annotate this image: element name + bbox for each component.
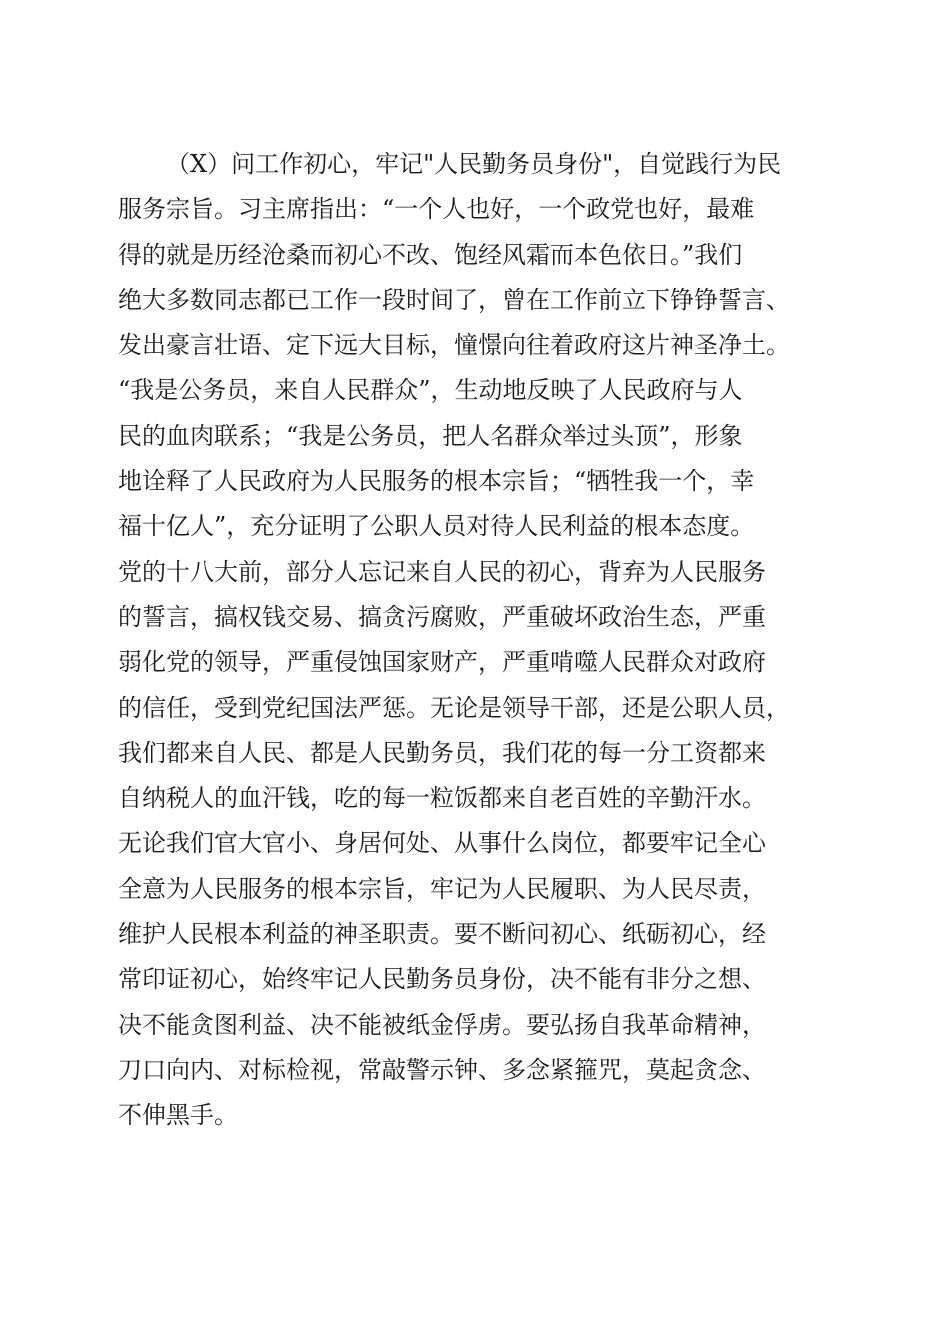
paragraph-line-7: 民的血肉联系；“我是公务员，把人名群众举过头顶”，形象 <box>118 421 743 450</box>
paragraph-line-22: 不伸黑手。 <box>118 1101 238 1130</box>
paragraph-line-16: 无论我们官大官小、身居何处、从事什么岗位，都要牢记全心 <box>118 829 766 858</box>
paragraph-line-15: 自纳税人的血汗钱，吃的每一粒饭都来自老百姓的辛勤汗水。 <box>118 784 766 813</box>
paragraph-line-13: 的信任，受到党纪国法严惩。无论是领导干部，还是公职人员， <box>118 693 790 722</box>
paragraph-line-18: 维护人民根本利益的神圣职责。要不断问初心、纸砺初心，经 <box>118 920 766 949</box>
paragraph-line-2: 服务宗旨。习主席指出：“一个人也好，一个政党也好，最难 <box>118 195 755 224</box>
paragraph-line-19: 常印证初心，始终牢记人民勤务员身份，决不能有非分之想、 <box>118 965 766 994</box>
paragraph-line-14: 我们都来自人民、都是人民勤务员，我们花的每一分工资都来 <box>118 738 766 767</box>
paragraph-line-20: 决不能贪图利益、决不能被纸金俘虏。要弘扬自我革命精神， <box>118 1010 766 1039</box>
paragraph-line-12: 弱化党的领导，严重侵蚀国家财产，严重啃噬人民群众对政府 <box>118 648 766 677</box>
paragraph-line-9: 福十亿人”，充分证明了公职人员对待人民利益的根本态度。 <box>118 512 755 541</box>
paragraph-line-10: 党的十八大前，部分人忘记来自人民的初心，背弃为人民服务 <box>118 557 766 586</box>
paragraph-line-6: “我是公务员，来自人民群众”，生动地反映了人民政府与人 <box>118 376 743 405</box>
paragraph-line-1: （X）问工作初心，牢记"人民勤务员身份"，自觉践行为民 <box>166 150 782 178</box>
paragraph-line-21: 刀口向内、对标检视，常敲警示钟、多念紧箍咒，莫起贪念、 <box>118 1055 766 1084</box>
paragraph-line-11: 的誓言，搞权钱交易、搞贪污腐败，严重破坏政治生态，严重 <box>118 602 766 631</box>
body-paragraph <box>118 142 858 1139</box>
paragraph-line-8: 地诠释了人民政府为人民服务的根本宗旨；“牺牲我一个，幸 <box>118 467 755 496</box>
paragraph-line-5: 发出豪言壮语、定下远大目标，憧憬向往着政府这片神圣净土。 <box>118 331 790 360</box>
paragraph-line-3: 得的就是历经沧桑而初心不改、饱经风霜而本色依日。”我们 <box>118 240 743 269</box>
paragraph-line-17: 全意为人民服务的根本宗旨，牢记为人民履职、为人民尽责， <box>118 874 766 903</box>
paragraph-line-4: 绝大多数同志都已工作一段时间了，曾在工作前立下铮铮誓言、 <box>118 285 790 314</box>
